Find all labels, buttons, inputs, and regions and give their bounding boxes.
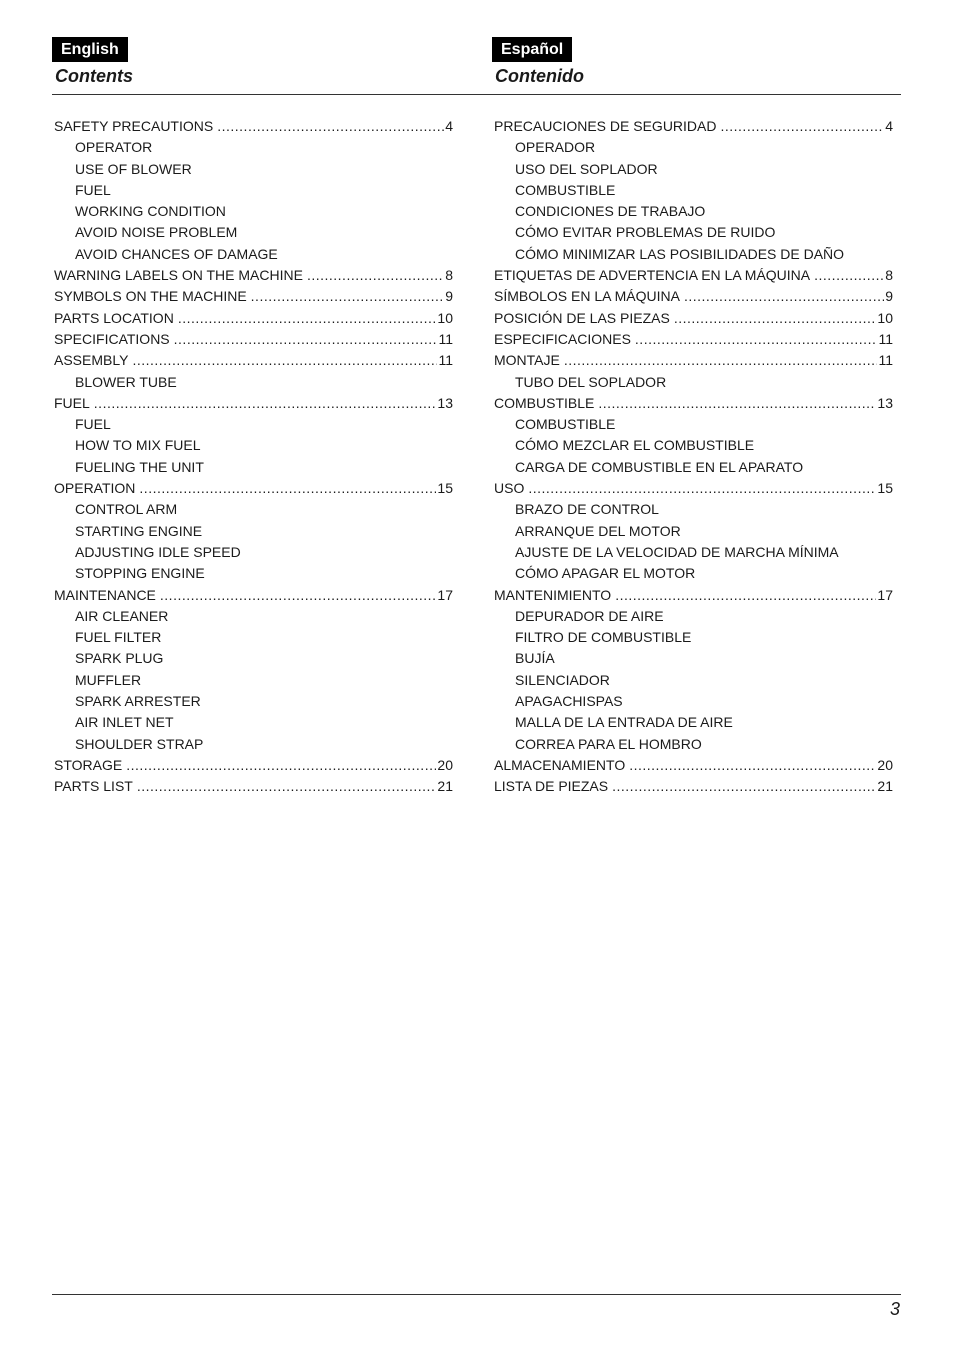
- toc-leader-dots: [251, 286, 445, 307]
- header-divider: [52, 94, 901, 95]
- toc-subentry[interactable]: [54, 457, 453, 478]
- toc-subentry[interactable]: [54, 180, 453, 201]
- english-header: [52, 37, 452, 87]
- toc-entry-label: MALLA DE LA ENTRADA DE AIRE: [515, 714, 733, 731]
- toc-leader-dots: [126, 755, 436, 776]
- toc-entry-label: DEPURADOR DE AIRE: [515, 607, 664, 624]
- language-badge-spanish: Español: [492, 37, 572, 62]
- toc-entry-label: ARRANQUE DEL MOTOR: [515, 522, 681, 539]
- toc-entry[interactable]: [54, 585, 453, 606]
- toc-entry-label: OPERATION: [54, 480, 136, 497]
- toc-subentry[interactable]: [494, 457, 893, 478]
- toc-subentry[interactable]: [494, 734, 893, 755]
- toc-leader-dots: [615, 585, 876, 606]
- toc-entry-label: FUEL: [75, 416, 111, 433]
- toc-entry-label: FUELING THE UNIT: [75, 458, 204, 475]
- toc-subentry[interactable]: [54, 222, 453, 243]
- toc-leader-dots: [528, 478, 876, 499]
- toc-leader-dots: [635, 329, 878, 350]
- toc-entry-label: USO: [494, 480, 525, 497]
- toc-entry[interactable]: [494, 478, 893, 499]
- toc-entry-label: PARTS LOCATION: [54, 309, 174, 326]
- toc-entry[interactable]: [494, 585, 893, 606]
- toc-entry-page: 21: [437, 778, 453, 795]
- toc-subentry[interactable]: [494, 563, 893, 584]
- toc-entry[interactable]: [54, 393, 453, 414]
- toc-entry-page: 10: [437, 309, 453, 326]
- toc-entry[interactable]: [54, 286, 453, 307]
- toc-entry-label: OPERATOR: [75, 139, 153, 156]
- language-badge-english: English: [52, 37, 128, 62]
- toc-subentry[interactable]: [54, 563, 453, 584]
- toc-leader-dots: [598, 393, 876, 414]
- toc-entry-label: PARTS LIST: [54, 778, 133, 795]
- toc-subentry[interactable]: [494, 521, 893, 542]
- toc-entry-label: USO DEL SOPLADOR: [515, 160, 658, 177]
- toc-entry-label: AJUSTE DE LA VELOCIDAD DE MARCHA MÍNIMA: [515, 543, 839, 560]
- toc-entry-page: 20: [877, 756, 893, 773]
- toc-entry-label: AIR INLET NET: [75, 714, 174, 731]
- toc-entry-page: 13: [437, 394, 453, 411]
- toc-entry-label: BUJÍA: [515, 650, 555, 667]
- toc-entry-label: STARTING ENGINE: [75, 522, 203, 539]
- toc-leader-dots: [94, 393, 437, 414]
- toc-entry-page: 4: [885, 118, 893, 134]
- toc-entry-page: 8: [885, 267, 893, 284]
- toc-subentry[interactable]: [494, 499, 893, 520]
- toc-entry[interactable]: [494, 308, 893, 329]
- toc-entry-page: 11: [878, 330, 893, 347]
- toc-entry[interactable]: [54, 329, 453, 350]
- toc-entry-label: SPARK PLUG: [75, 650, 164, 667]
- toc-leader-dots: [160, 585, 437, 606]
- toc-entry[interactable]: [54, 116, 453, 137]
- toc-leader-dots: [720, 116, 884, 137]
- toc-entry-label: MUFFLER: [75, 671, 142, 688]
- toc-entry-label: COMBUSTIBLE: [494, 394, 595, 411]
- toc-subentry[interactable]: [54, 712, 453, 733]
- toc-entry-label: FUEL: [75, 181, 111, 198]
- toc-subentry[interactable]: [54, 499, 453, 520]
- toc-subentry[interactable]: [54, 691, 453, 712]
- toc-entry-page: 11: [438, 352, 453, 369]
- toc-subentry[interactable]: [494, 372, 893, 393]
- toc-entry-label: LISTA DE PIEZAS: [494, 778, 609, 795]
- toc-entry-page: 13: [877, 394, 893, 411]
- toc-leader-dots: [178, 308, 437, 329]
- toc-subentry[interactable]: [494, 627, 893, 648]
- toc-leader-dots: [629, 755, 876, 776]
- toc-entry-label: CÓMO MEZCLAR EL COMBUSTIBLE: [515, 437, 755, 454]
- toc-entry-label: APAGACHISPAS: [515, 693, 623, 710]
- toc-subentry[interactable]: [54, 201, 453, 222]
- toc-english: [54, 116, 453, 798]
- contents-title-spanish: Contenido: [495, 66, 584, 86]
- toc-subentry[interactable]: [54, 627, 453, 648]
- toc-entry-label: MAINTENANCE: [54, 586, 156, 603]
- contents-title-english: Contents: [55, 66, 133, 86]
- toc-subentry[interactable]: [494, 435, 893, 456]
- toc-leader-dots: [684, 286, 884, 307]
- toc-leader-dots: [139, 478, 436, 499]
- toc-entry-label: AIR CLEANER: [75, 607, 169, 624]
- toc-entry[interactable]: [54, 478, 453, 499]
- toc-entry-page: 11: [438, 330, 453, 347]
- toc-entry[interactable]: [494, 265, 893, 286]
- toc-entry[interactable]: [494, 329, 893, 350]
- toc-leader-dots: [814, 265, 884, 286]
- toc-subentry[interactable]: [494, 180, 893, 201]
- toc-entry-label: BLOWER TUBE: [75, 373, 177, 390]
- toc-entry[interactable]: [54, 776, 453, 797]
- toc-entry-page: 8: [445, 267, 453, 284]
- toc-leader-dots: [307, 265, 444, 286]
- toc-entry-label: ALMACENAMIENTO: [494, 756, 626, 773]
- toc-subentry[interactable]: [54, 670, 453, 691]
- toc-entry[interactable]: [494, 116, 893, 137]
- toc-entry-label: WARNING LABELS ON THE MACHINE: [54, 267, 303, 284]
- toc-subentry[interactable]: [54, 137, 453, 158]
- toc-entry-label: SÍMBOLOS EN LA MÁQUINA: [494, 288, 680, 305]
- toc-entry-label: TUBO DEL SOPLADOR: [515, 373, 667, 390]
- toc-subentry[interactable]: [494, 222, 893, 243]
- toc-entry-page: 10: [877, 309, 893, 326]
- toc-subentry[interactable]: [54, 244, 453, 265]
- toc-entry-label: COMBUSTIBLE: [515, 416, 616, 433]
- toc-subentry[interactable]: [54, 159, 453, 180]
- toc-entry-label: SYMBOLS ON THE MACHINE: [54, 288, 247, 305]
- toc-entry-label: SPECIFICATIONS: [54, 330, 170, 347]
- toc-entry-page: 15: [877, 480, 893, 497]
- toc-subentry[interactable]: [54, 414, 453, 435]
- toc-entry[interactable]: [494, 286, 893, 307]
- footer-divider: [52, 1294, 901, 1295]
- toc-entry-page: 21: [877, 778, 893, 795]
- toc-entry-label: OPERADOR: [515, 139, 596, 156]
- toc-subentry[interactable]: [54, 648, 453, 669]
- toc-entry-page: 15: [437, 480, 453, 497]
- toc-subentry[interactable]: [494, 712, 893, 733]
- toc-subentry[interactable]: [494, 606, 893, 627]
- toc-leader-dots: [674, 308, 877, 329]
- toc-entry-label: CONTROL ARM: [75, 501, 178, 518]
- toc-entry-label: AVOID NOISE PROBLEM: [75, 224, 238, 241]
- toc-entry[interactable]: [494, 776, 893, 797]
- toc-subentry[interactable]: [494, 670, 893, 691]
- toc-entry-label: CARGA DE COMBUSTIBLE EN EL APARATO: [515, 458, 804, 475]
- toc-entry-label: PRECAUCIONES DE SEGURIDAD: [494, 118, 717, 134]
- toc-subentry[interactable]: [494, 137, 893, 158]
- toc-subentry[interactable]: [54, 542, 453, 563]
- toc-subentry[interactable]: [494, 244, 893, 265]
- toc-subentry[interactable]: [54, 734, 453, 755]
- toc-leader-dots: [137, 776, 437, 797]
- toc-entry-label: CORREA PARA EL HOMBRO: [515, 735, 702, 752]
- toc-leader-dots: [132, 350, 437, 371]
- toc-entry-label: CÓMO APAGAR EL MOTOR: [515, 565, 696, 582]
- toc-subentry[interactable]: [494, 159, 893, 180]
- toc-entry-label: POSICIÓN DE LAS PIEZAS: [494, 309, 670, 326]
- toc-entry-label: MANTENIMIENTO: [494, 586, 612, 603]
- toc-subentry[interactable]: [494, 201, 893, 222]
- toc-entry-page: 20: [437, 756, 453, 773]
- toc-entry-label: ESPECIFICACIONES: [494, 330, 631, 347]
- toc-leader-dots: [564, 350, 878, 371]
- toc-entry-label: SHOULDER STRAP: [75, 735, 204, 752]
- toc-subentry[interactable]: [54, 435, 453, 456]
- toc-entry-page: 9: [885, 288, 893, 305]
- toc-entry-label: AVOID CHANCES OF DAMAGE: [75, 245, 278, 262]
- toc-subentry[interactable]: [494, 414, 893, 435]
- toc-entry-page: 9: [445, 288, 453, 305]
- toc-entry-label: STOPPING ENGINE: [75, 565, 205, 582]
- toc-entry-label: BRAZO DE CONTROL: [515, 501, 659, 518]
- toc-subentry[interactable]: [494, 542, 893, 563]
- toc-entry-label: CÓMO EVITAR PROBLEMAS DE RUIDO: [515, 224, 776, 241]
- toc-leader-dots: [217, 116, 444, 137]
- toc-entry-label: FUEL FILTER: [75, 629, 162, 646]
- page-number: 3: [889, 1299, 900, 1319]
- toc-entry-label: MONTAJE: [494, 352, 560, 369]
- toc-subentry[interactable]: [54, 606, 453, 627]
- toc-entry-label: CONDICIONES DE TRABAJO: [515, 203, 706, 220]
- toc-entry-page: 17: [877, 586, 893, 603]
- toc-entry[interactable]: [54, 350, 453, 371]
- toc-entry[interactable]: [54, 755, 453, 776]
- toc-entry[interactable]: [494, 350, 893, 371]
- toc-entry-label: FILTRO DE COMBUSTIBLE: [515, 629, 692, 646]
- toc-entry-label: ADJUSTING IDLE SPEED: [75, 543, 241, 560]
- toc-spanish: [494, 116, 893, 798]
- toc-leader-dots: [174, 329, 438, 350]
- toc-entry-label: SILENCIADOR: [515, 671, 610, 688]
- toc-entry-page: 17: [437, 586, 453, 603]
- toc-entry-label: COMBUSTIBLE: [515, 181, 616, 198]
- toc-entry-label: SAFETY PRECAUTIONS: [54, 118, 214, 134]
- toc-entry-label: FUEL: [54, 394, 90, 411]
- toc-subentry[interactable]: [494, 691, 893, 712]
- spanish-header: [492, 37, 892, 87]
- toc-leader-dots: [612, 776, 876, 797]
- toc-entry[interactable]: [494, 393, 893, 414]
- toc-entry-label: USE OF BLOWER: [75, 160, 192, 177]
- toc-entry[interactable]: [54, 265, 453, 286]
- toc-subentry[interactable]: [54, 521, 453, 542]
- toc-subentry[interactable]: [494, 648, 893, 669]
- toc-entry-label: SPARK ARRESTER: [75, 693, 201, 710]
- toc-entry-label: ASSEMBLY: [54, 352, 129, 369]
- toc-entry-label: STORAGE: [54, 756, 123, 773]
- toc-entry-label: HOW TO MIX FUEL: [75, 437, 201, 454]
- toc-entry[interactable]: [494, 755, 893, 776]
- toc-entry-page: 4: [445, 118, 453, 134]
- toc-entry-label: ETIQUETAS DE ADVERTENCIA EN LA MÁQUINA: [494, 267, 811, 284]
- toc-subentry[interactable]: [54, 372, 453, 393]
- toc-entry-page: 11: [878, 352, 893, 369]
- toc-entry-label: WORKING CONDITION: [75, 203, 226, 220]
- toc-entry[interactable]: [54, 308, 453, 329]
- toc-entry-label: CÓMO MINIMIZAR LAS POSIBILIDADES DE DAÑO: [515, 245, 845, 262]
